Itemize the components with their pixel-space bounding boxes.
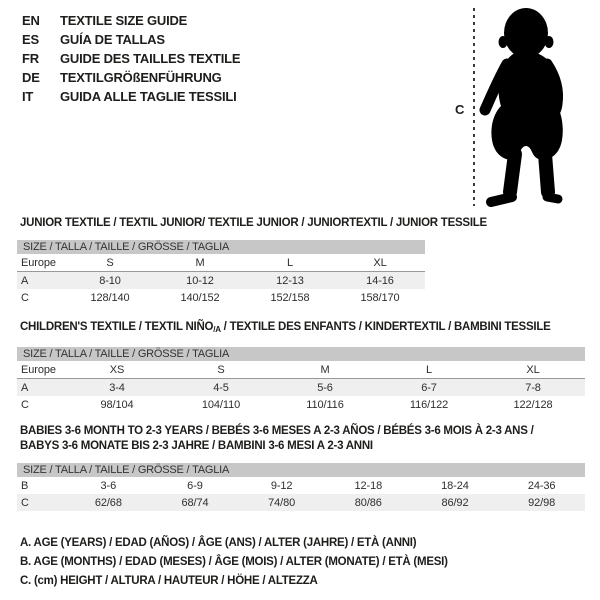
size-header-band: [17, 347, 585, 361]
language-row-es: [22, 30, 240, 49]
language-list: [22, 11, 240, 106]
table-row-height: [17, 396, 585, 413]
cell: 10-12: [155, 272, 245, 290]
cell: 152/158: [270, 291, 310, 304]
cell: 68/74: [152, 494, 239, 511]
column-header-row: [17, 361, 585, 379]
row-label: B: [21, 479, 29, 492]
row-label: C: [17, 494, 65, 511]
language-text: GUÍA DE TALLAS: [60, 32, 165, 47]
language-text: TEXTILE SIZE GUIDE: [60, 13, 188, 28]
size-header-label: SIZE / TALLA / TAILLE / GRÖSSE / TAGLIA: [17, 347, 585, 361]
children-size-table: [17, 347, 585, 413]
junior-table-title: JUNIOR TEXTILE / TEXTIL JUNIOR/ TEXTILE JUNIOR / JUNIORTEXTIL / JUNIOR TESSILE: [20, 217, 487, 229]
table-row-age: [17, 272, 425, 290]
cell: 62/68: [65, 494, 152, 511]
row-label: A: [17, 379, 65, 397]
column-header: Europe: [17, 361, 65, 379]
row-label: C: [21, 398, 29, 411]
cell: 86/92: [412, 494, 499, 511]
footnote-b: B. AGE (MONTHS) / EDAD (MESES) / ÂGE (MOIS) / ALTER (MONATE) / ETÀ (MESI): [20, 556, 448, 568]
size-header-label: SIZE / TALLA / TAILLE / GRÖSSE / TAGLIA: [17, 463, 585, 477]
cell: 3-4: [65, 379, 169, 397]
babies-size-table: [17, 463, 585, 511]
children-title-subscript: /A: [213, 325, 221, 334]
language-row-de: [22, 68, 240, 87]
column-header: M: [273, 361, 377, 379]
table-row-height: [17, 494, 585, 511]
cell: 128/140: [90, 291, 130, 304]
babies-title-line1: BABIES 3-6 MONTH TO 2-3 YEARS / BEBÉS 3-6 MESES A 2-3 AÑOS / BÉBÉS 3-6 MOIS À 2-3 ANS /: [20, 425, 534, 437]
cell: 12-18: [354, 479, 383, 492]
language-code: FR: [22, 51, 39, 66]
language-code: IT: [22, 89, 34, 104]
cell: 158/170: [360, 291, 400, 304]
children-title-main: CHILDREN'S TEXTILE / TEXTIL NIÑO: [20, 321, 214, 333]
language-code: EN: [22, 13, 40, 28]
footnotes: [20, 534, 448, 591]
language-row-it: [22, 87, 240, 106]
language-row-en: [22, 11, 240, 30]
cell: 8-10: [65, 272, 155, 290]
cell: 3-6: [100, 479, 117, 492]
column-header: S: [65, 254, 155, 272]
cell: 6-7: [377, 379, 481, 397]
column-header: XL: [481, 361, 585, 379]
cell: 92/98: [498, 494, 585, 511]
language-code: DE: [22, 70, 40, 85]
language-text: GUIDE DES TAILLES TEXTILE: [60, 51, 241, 66]
children-table-title: [20, 320, 551, 337]
babies-table-title: [20, 424, 534, 454]
row-label: C: [21, 291, 29, 304]
cell: 116/122: [409, 398, 449, 411]
column-header: M: [155, 254, 245, 272]
table-row-height: [17, 289, 425, 306]
cell: 104/110: [201, 398, 241, 411]
column-header: L: [377, 361, 481, 379]
column-header: L: [245, 254, 335, 272]
column-header: XL: [335, 254, 425, 272]
cell: 6-9: [187, 479, 203, 492]
column-header-row: [17, 254, 425, 272]
cell: 7-8: [481, 379, 585, 397]
cell: 110/116: [306, 398, 344, 411]
babies-title-line2: BABYS 3-6 MONATE BIS 2-3 JAHRE / BAMBINI 3-6 MESI A 2-3 ANNI: [20, 440, 373, 452]
cell: 14-16: [335, 272, 425, 290]
language-code: ES: [22, 32, 39, 47]
baby-silhouette-icon: [479, 6, 597, 208]
language-text: GUIDA ALLE TAGLIE TESSILI: [60, 89, 237, 104]
size-header-label: SIZE / TALLA / TAILLE / GRÖSSE / TAGLIA: [17, 240, 425, 254]
language-text: TEXTILGRÖßENFÜHRUNG: [60, 70, 222, 85]
cell: 9-12: [270, 479, 293, 492]
cell: 4-5: [169, 379, 273, 397]
height-label: C: [455, 102, 465, 117]
footnote-a: A. AGE (YEARS) / EDAD (AÑOS) / ÂGE (ANS) / ALTER (JAHRE) / ETÀ (ANNI): [20, 537, 417, 549]
cell: 140/152: [180, 291, 220, 304]
language-row-fr: [22, 49, 240, 68]
table-row-age-months: [17, 477, 585, 494]
cell: 98/104: [100, 398, 134, 411]
size-header-band: [17, 240, 425, 254]
column-header: XS: [65, 361, 169, 379]
column-header: S: [169, 361, 273, 379]
junior-size-table: [17, 240, 425, 306]
column-header: Europe: [17, 254, 65, 272]
children-title-rest: / TEXTILE DES ENFANTS / KINDERTEXTIL / BAMBINI TESSILE: [220, 321, 551, 333]
cell: 74/80: [238, 494, 325, 511]
cell: 80/86: [325, 494, 412, 511]
size-header-band: [17, 463, 585, 477]
cell: 18-24: [441, 479, 469, 492]
cell: 5-6: [273, 379, 377, 397]
height-measure-line: [472, 8, 476, 206]
cell: 12-13: [245, 272, 335, 290]
cell: 24-36: [527, 479, 556, 492]
footnote-c: C. (cm) HEIGHT / ALTURA / HAUTEUR / HÖHE / ALTEZZA: [20, 575, 318, 587]
cell: 122/128: [513, 398, 553, 411]
row-label: A: [17, 272, 65, 290]
table-row-age: [17, 379, 585, 397]
